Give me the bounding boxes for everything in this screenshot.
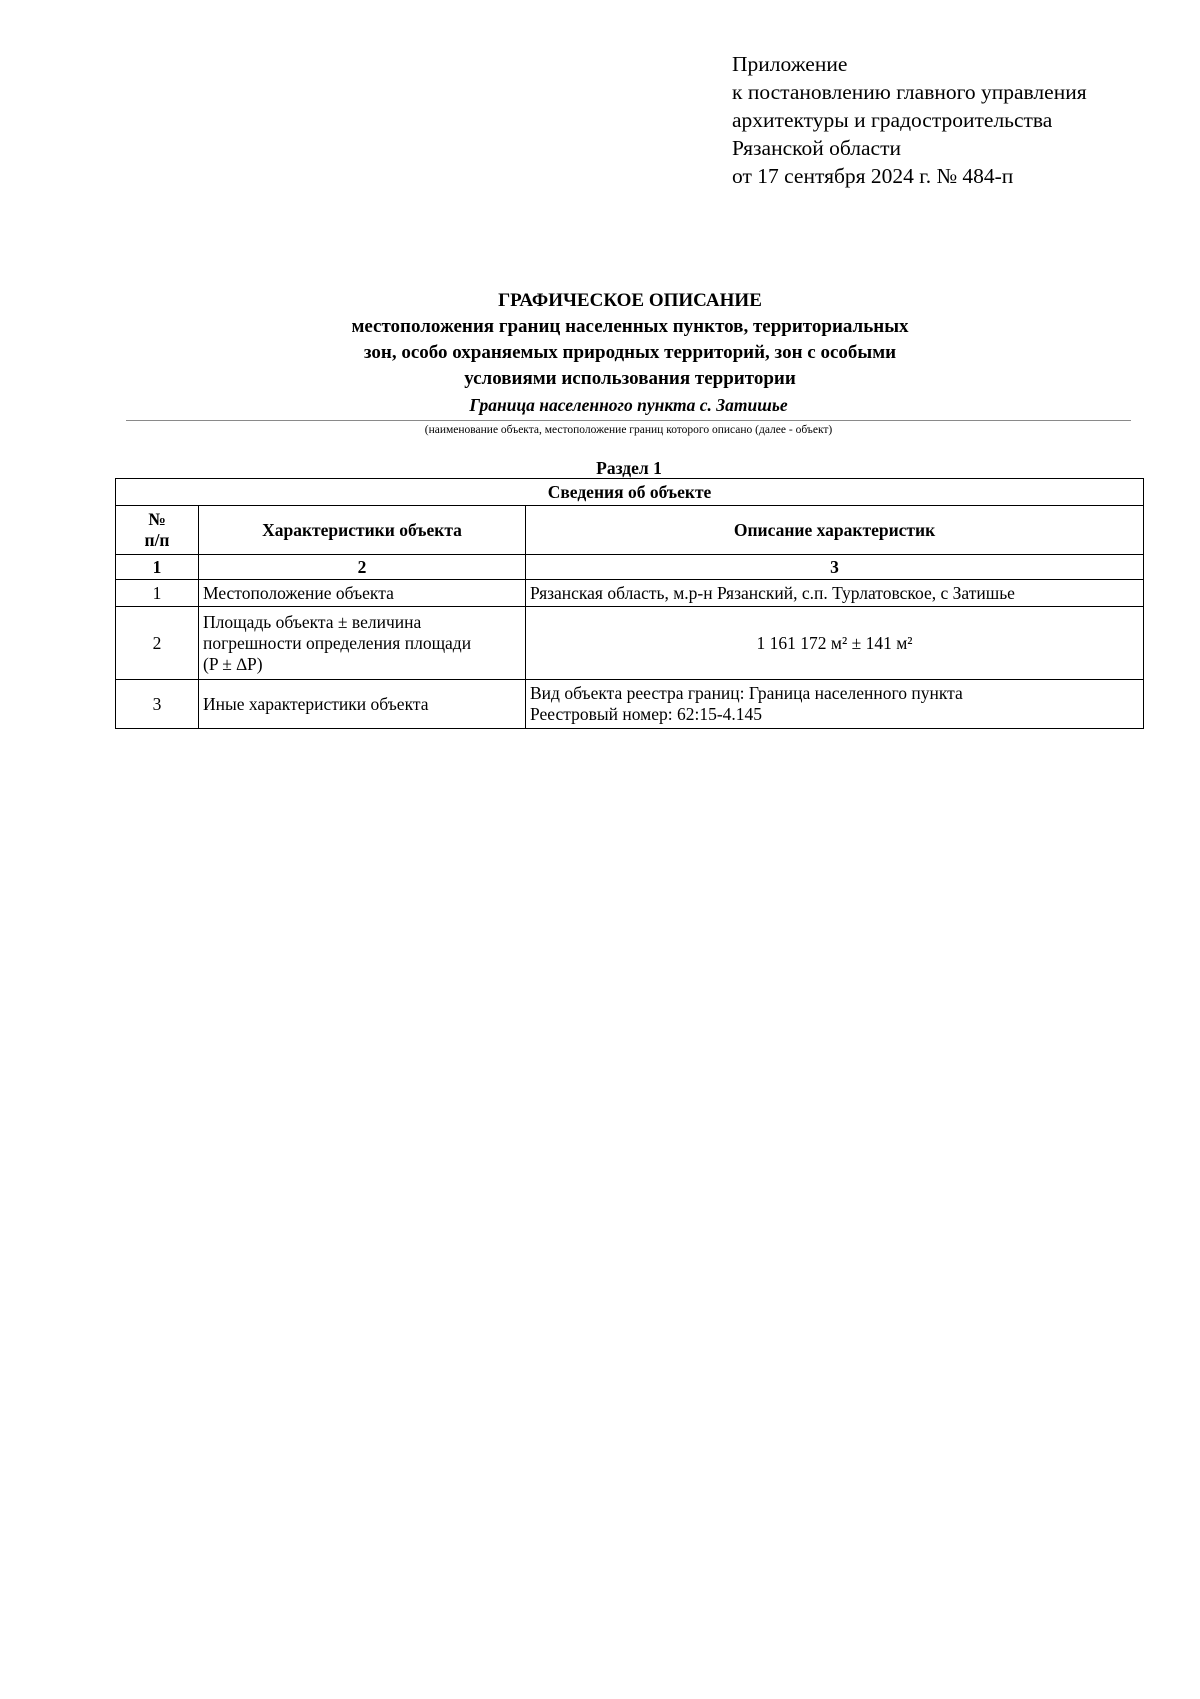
table-caption: Сведения об объекте — [116, 479, 1144, 506]
document-subtitle-line: зон, особо охраняемых природных территорий, зон с особыми — [363, 342, 897, 363]
appendix-line: архитектуры и градостроительства — [732, 108, 1053, 132]
header-description: Описание характеристик — [526, 506, 1144, 555]
table-caption-row — [116, 479, 1144, 506]
row-characteristic — [199, 580, 526, 607]
section-title: Раздел 1 — [596, 458, 662, 478]
row-description — [526, 680, 1144, 729]
row-characteristic-line: Местоположение объекта — [203, 582, 394, 603]
object-name-caption: (наименование объекта, местоположение границ которого описано (далее - объект) — [424, 424, 833, 436]
row-characteristic — [199, 680, 526, 729]
appendix-line: Рязанской области — [732, 136, 901, 160]
row-description-line: Вид объекта реестра границ: Граница населенного пункта — [530, 683, 963, 703]
row-characteristic-line: Площадь объекта ± величина — [203, 611, 422, 632]
appendix-block — [732, 50, 1087, 190]
appendix-line: Приложение — [732, 52, 848, 76]
object-name-underline — [126, 420, 1131, 421]
row-description — [526, 580, 1144, 607]
table-row — [116, 580, 1144, 607]
row-description-line: 1 161 172 м² ± 141 м² — [756, 632, 913, 653]
row-characteristic-line: погрешности определения площади — [203, 632, 472, 653]
table-header-row — [116, 506, 1144, 555]
document-heading: ГРАФИЧЕСКОЕ ОПИСАНИЕ — [498, 290, 762, 311]
row-description — [526, 607, 1144, 680]
column-number: 2 — [199, 555, 526, 580]
document-subtitle-line: условиями использования территории — [464, 368, 796, 389]
header-characteristic: Характеристики объекта — [199, 506, 526, 555]
row-characteristic-line: (P ± ∆P) — [203, 653, 263, 674]
column-number: 3 — [526, 555, 1144, 580]
row-description-line: Рязанская область, м.р-н Рязанский, с.п. Турлатовское, с Затишье — [530, 582, 1015, 603]
row-num: 3 — [116, 680, 199, 729]
header-num — [116, 506, 199, 555]
header-num-line: № — [148, 509, 166, 529]
row-num: 1 — [116, 580, 199, 607]
row-description-line: Реестровый номер: 62:15-4.145 — [530, 704, 763, 724]
header-num-line: п/п — [144, 530, 170, 550]
object-name: Граница населенного пункта с. Затишье — [469, 395, 788, 415]
row-characteristic — [199, 607, 526, 680]
row-characteristic-line: Иные характеристики объекта — [203, 693, 429, 714]
column-number-row — [116, 555, 1144, 580]
document-title — [0, 288, 1200, 392]
document-subtitle-line: местоположения границ населенных пунктов, территориальных — [351, 316, 909, 337]
appendix-date-line: от 17 сентября 2024 г. № 484-п — [732, 164, 1014, 188]
row-num: 2 — [116, 607, 199, 680]
table-row — [116, 607, 1144, 680]
appendix-line: к постановлению главного управления — [732, 80, 1087, 104]
object-info-table — [115, 478, 1144, 729]
column-number: 1 — [116, 555, 199, 580]
table-row — [116, 680, 1144, 729]
